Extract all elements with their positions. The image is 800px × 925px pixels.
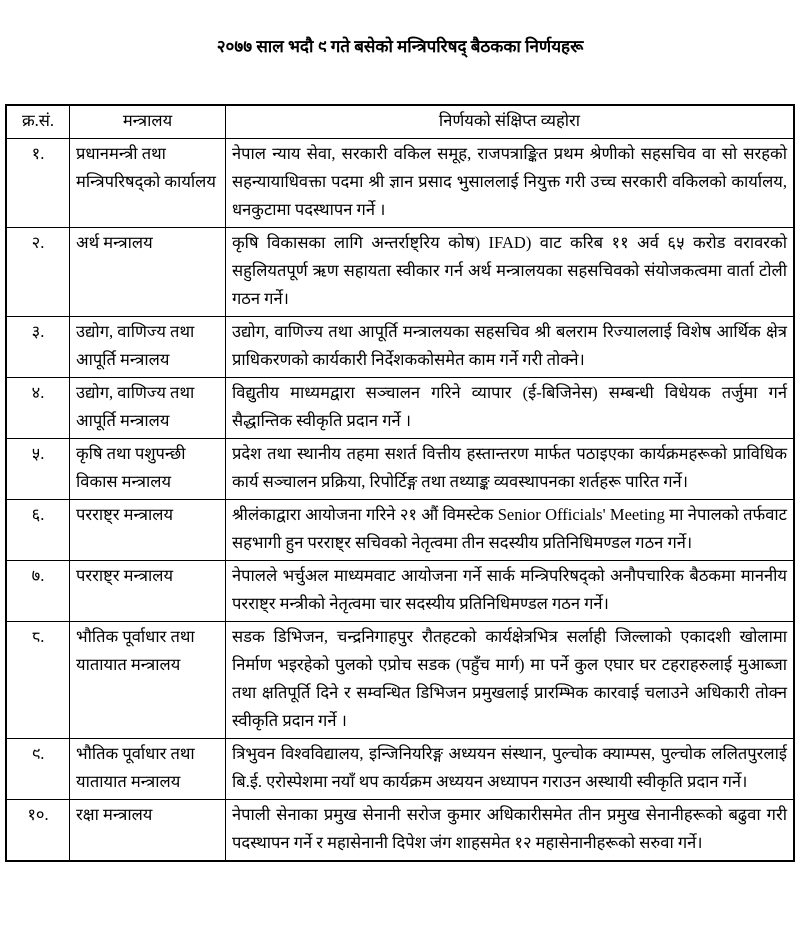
ministry-cell: भौतिक पूर्वाधार तथा यातायात मन्त्रालय [70, 739, 226, 800]
header-ministry: मन्त्रालय [70, 105, 226, 139]
serial-cell: ९. [6, 739, 70, 800]
table-row [6, 439, 794, 500]
decisions-table [5, 104, 795, 862]
table-row [6, 500, 794, 561]
table-row [6, 561, 794, 622]
ministry-cell: उद्योग, वाणिज्य तथा आपूर्ति मन्त्रालय [70, 378, 226, 439]
serial-cell: ५. [6, 439, 70, 500]
serial-cell: १०. [6, 800, 70, 862]
ministry-cell: परराष्ट्र मन्त्रालय [70, 500, 226, 561]
page-title: २०७७ साल भदौ ९ गते बसेको मन्त्रिपरिषद् बैठकका निर्णयहरू [216, 37, 584, 56]
table-row [6, 622, 794, 739]
serial-cell: ६. [6, 500, 70, 561]
header-serial-number: क्र.सं. [6, 105, 70, 139]
decision-cell: प्रदेश तथा स्थानीय तहमा सशर्त वित्तीय हस्तान्तरण मार्फत पठाइएका कार्यक्रमहरूको प्राविधिक कार्य सञ्चालन प्रक्रिया, रिपोर्टिङ्ग तथा तथ्याङ्क व्यवस्थापनका शर्तहरू पारित गर्ने। [226, 439, 795, 500]
decisions-table-body [6, 139, 794, 862]
ministry-cell: प्रधानमन्त्री तथा मन्त्रिपरिषद्को कार्यालय [70, 139, 226, 228]
header-row [6, 105, 794, 139]
serial-cell: १. [6, 139, 70, 228]
decision-cell: श्रीलंकाद्वारा आयोजना गरिने २१ औं विमस्टेक Senior Officials' Meeting मा नेपालको तर्फवाट सहभागी हुन परराष्ट्र सचिवको नेतृत्वमा तीन सदस्यीय प्रतिनिधिमण्डल गठन गर्ने। [226, 500, 795, 561]
decision-cell: उद्योग, वाणिज्य तथा आपूर्ति मन्त्रालयका सहसचिव श्री बलराम रिज्याललाई विशेष आर्थिक क्षेत्र प्राधिकरणको कार्यकारी निर्देशककोसमेत काम गर्ने गरी तोक्ने। [226, 317, 795, 378]
ministry-cell: उद्योग, वाणिज्य तथा आपूर्ति मन्त्रालय [70, 317, 226, 378]
table-row [6, 228, 794, 317]
table-row [6, 739, 794, 800]
decisions-table-header [6, 105, 794, 139]
ministry-cell: अर्थ मन्त्रालय [70, 228, 226, 317]
serial-cell: २. [6, 228, 70, 317]
table-row [6, 139, 794, 228]
header-decision-summary: निर्णयको संक्षिप्त व्यहोरा [226, 105, 795, 139]
table-row [6, 800, 794, 862]
serial-cell: ७. [6, 561, 70, 622]
ministry-cell: कृषि तथा पशुपन्छी विकास मन्त्रालय [70, 439, 226, 500]
serial-cell: ४. [6, 378, 70, 439]
serial-cell: ३. [6, 317, 70, 378]
table-row [6, 317, 794, 378]
ministry-cell: भौतिक पूर्वाधार तथा यातायात मन्त्रालय [70, 622, 226, 739]
decision-cell: विद्युतीय माध्यमद्वारा सञ्चालन गरिने व्यापार (ई-बिजिनेस) सम्बन्धी विधेयक तर्जुमा गर्न सैद्धान्तिक स्वीकृति प्रदान गर्ने । [226, 378, 795, 439]
decision-cell: कृषि विकासका लागि अन्तर्राष्ट्रिय कोष) IFAD) वाट करिब ११ अर्व ६५ करोड वरावरको सहुलियतपूर्ण ऋण सहायता स्वीकार गर्न अर्थ मन्त्रालयका सहसचिवको संयोजकत्वमा वार्ता टोली गठन गर्ने। [226, 228, 795, 317]
decision-cell: नेपालले भर्चुअल माध्यमवाट आयोजना गर्ने सार्क मन्त्रिपरिषद्को अनौपचारिक बैठकमा माननीय परराष्ट्र मन्त्रीको नेतृत्वमा चार सदस्यीय प्रतिनिधिमण्डल गठन गर्ने। [226, 561, 795, 622]
decision-cell: सडक डिभिजन, चन्द्रनिगाहपुर रौतहटको कार्यक्षेत्रभित्र सर्लाही जिल्लाको एकादशी खोलामा निर्माण भइरहेको पुलको एप्रोच सडक (पहुँच मार्ग) मा पर्ने कुल एघार घर टहराहरुलाई मुआब्जा तथा क्षतिपूर्ति दिने र सम्वन्धित डिभिजन प्रमुखलाई प्रारम्भिक कारवाई चलाउने अधिकारी तोक्न स्वीकृति प्रदान गर्ने । [226, 622, 795, 739]
ministry-cell: रक्षा मन्त्रालय [70, 800, 226, 862]
table-row [6, 378, 794, 439]
decision-cell: नेपाल न्याय सेवा, सरकारी वकिल समूह, राजपत्राङ्कित प्रथम श्रेणीको सहसचिव वा सो सरहको सहन्यायाधिवक्ता पदमा श्री ज्ञान प्रसाद भुसाललाई नियुक्त गरी उच्च सरकारी वकिलको कार्यालय, धनकुटामा पदस्थापन गर्ने । [226, 139, 795, 228]
decision-cell: नेपाली सेनाका प्रमुख सेनानी सरोज कुमार अधिकारीसमेत तीन प्रमुख सेनानीहरूको बढुवा गरी पदस्थापन गर्ने र महासेनानी दिपेश जंग शाहसमेत १२ महासेनानीहरूको सरुवा गर्ने। [226, 800, 795, 862]
decision-cell: त्रिभुवन विश्वविद्यालय, इन्जिनियरिङ्ग अध्ययन संस्थान, पुल्चोक क्याम्पस, पुल्चोक ललितपुरलाई बि.ई. एरोस्पेशमा नयाँ थप कार्यक्रम अध्ययन अध्यापन गराउन अस्थायी स्वीकृति प्रदान गर्ने। [226, 739, 795, 800]
ministry-cell: परराष्ट्र मन्त्रालय [70, 561, 226, 622]
serial-cell: ८. [6, 622, 70, 739]
